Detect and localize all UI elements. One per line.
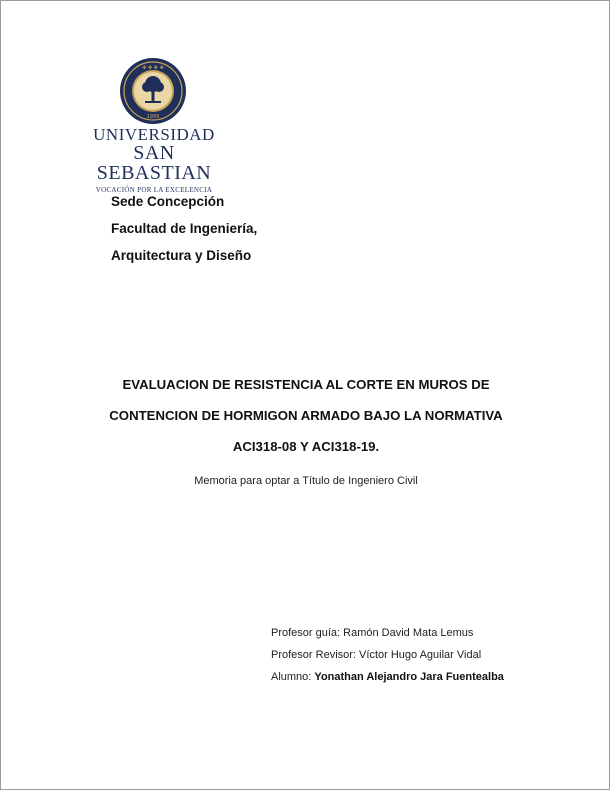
reviewer-row xyxy=(271,644,504,666)
title-line3: ACI318-08 Y ACI318-19. xyxy=(232,439,380,454)
university-tagline: VOCACIÓN POR LA EXCELENCIA xyxy=(95,186,213,194)
advisor-name: Ramón David Mata Lemus xyxy=(343,627,474,639)
university-name-line2: SAN SEBASTIAN xyxy=(96,142,212,184)
university-seal-logo xyxy=(119,57,187,125)
student-row xyxy=(271,666,504,688)
reviewer-label: Profesor Revisor: xyxy=(271,649,356,661)
advisor-row xyxy=(271,622,504,644)
university-wordmark xyxy=(79,126,229,195)
people-block xyxy=(271,622,504,688)
seal-top-text: ✤ ✤ ✤ ✤ xyxy=(142,65,164,71)
faculty-block xyxy=(111,188,257,269)
faculty-name-line1: Facultad de Ingeniería, xyxy=(111,221,258,236)
thesis-title xyxy=(41,369,571,462)
faculty-name-line2: Arquitectura y Diseño xyxy=(111,248,252,263)
student-label: Alumno: xyxy=(271,671,312,683)
title-line1: EVALUACION DE RESISTENCIA AL CORTE EN MUROS DE xyxy=(122,377,490,392)
title-line2: CONTENCION DE HORMIGON ARMADO BAJO LA NORMATIVA xyxy=(109,408,503,423)
advisor-label: Profesor guía: xyxy=(271,627,341,639)
degree-statement: Memoria para optar a Título de Ingeniero Civil xyxy=(194,475,418,487)
reviewer-name: Víctor Hugo Aguilar Vidal xyxy=(359,649,482,661)
seal-year: 1989 xyxy=(146,114,160,120)
student-name: Yonathan Alejandro Jara Fuentealba xyxy=(314,671,504,683)
campus-name: Sede Concepción xyxy=(111,194,225,209)
university-name-line1: UNIVERSIDAD xyxy=(93,125,215,144)
